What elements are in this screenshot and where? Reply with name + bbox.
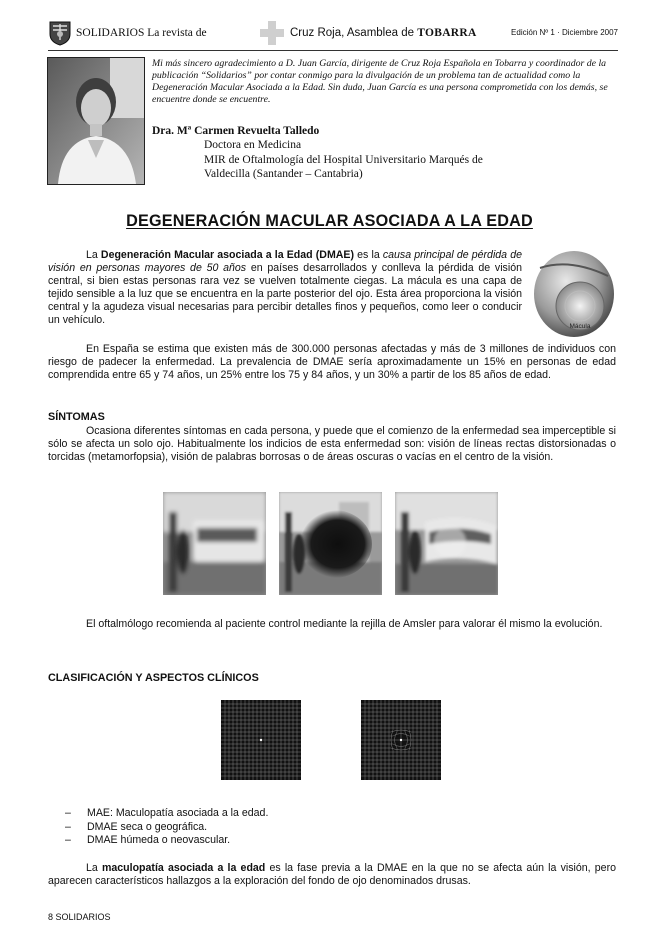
paragraph-intro: La Degeneración Macular asociada a la Edad (DMAE) es la causa principal de pérdida de visión en personas mayores de 50 años en países desarrollados y conlleva la pérdida de visión central, si bien estas personas rara vez se vuelven totalmente ciegas. La mácula es una capa de tejido sensible a la luz que se encuentra en la parte posterior del ojo. Esta área proporciona la visión central y la agudeza visual necesarias para percibir detalles finos y pequeños, como leer o conducir un vehículo. — [48, 249, 522, 326]
vision-photo-central-scotoma — [279, 492, 382, 595]
list-item: – DMAE húmeda o neovascular. — [65, 834, 268, 848]
edition-info: Edición Nº 1 · Diciembre 2007 — [511, 28, 618, 37]
paragraph-sintomas: Ocasiona diferentes síntomas en cada persona, y puede que el comienzo de la enfermedad sea imperceptible si sólo se afecta un solo ojo. Habitualmente los indicios de esta enfermedad son: visión de líneas rectas distorsionadas o torcidas (metamorfopsia), visión de palabras borrosas o de áreas oscuras o vacías en el centro de la visión. — [48, 425, 616, 463]
vision-photo-distorted — [395, 492, 498, 595]
amsler-grid-normal — [221, 700, 301, 780]
author-position: MIR de Oftalmología del Hospital Universitario Marqués de — [204, 153, 483, 166]
page-footer: 8 SOLIDARIOS — [48, 912, 111, 922]
vision-photo-blurred — [163, 492, 266, 595]
author-name: Dra. Mª Carmen Revuelta Talledo — [152, 125, 320, 137]
author-block — [152, 124, 483, 182]
red-cross-icon — [258, 19, 286, 47]
page-header — [48, 18, 618, 50]
eye-diagram — [530, 248, 616, 340]
list-item: – MAE: Maculopatía asociada a la edad. — [65, 807, 268, 821]
organization-name: Cruz Roja, Asamblea de TOBARRA — [290, 27, 477, 39]
header-rule — [48, 50, 618, 51]
acknowledgement-text: Mi más sincero agradecimiento a D. Juan García, dirigente de Cruz Roja Española en Tobarra y coordinador de la publicación “Solidarios” por contar conmigo para la divulgación de un problema tan de actualidad como la Degeneración Macular Asociada a la Edad. Sin duda, Juan García es una persona comprometida con los demás, se encuentre donde se encuentre. — [152, 58, 608, 105]
paragraph-prevalence: En España se estima que existen más de 300.000 personas afectadas y más de 3 millones de individuos con riesgo de padecer la enfermedad. La prevalencia de DMAE sería aproximadamente un 15% en personas de edad comprendida entre 65 y 74 años, un 25% entre los 75 y 84 años, y un 30% a partir de los 85 años de edad. — [48, 343, 616, 381]
section-heading-clasificacion: CLASIFICACIÓN Y ASPECTOS CLÍNICOS — [48, 672, 259, 684]
paragraph-amsler: El oftalmólogo recomienda al paciente control mediante la rejilla de Amsler para valorar él mismo la evolución. — [86, 618, 603, 630]
amsler-grid-distorted — [361, 700, 441, 780]
author-hospital: Valdecilla (Santander – Cantabria) — [204, 168, 363, 181]
article-title: DEGENERACIÓN MACULAR ASOCIADA A LA EDAD — [126, 212, 533, 230]
classification-list — [65, 807, 268, 848]
macula-label: Mácula — [569, 323, 591, 330]
author-photo — [47, 57, 145, 185]
section-heading-sintomas: SÍNTOMAS — [48, 411, 105, 423]
magazine-title: SOLIDARIOS La revista de — [76, 27, 207, 39]
list-item: – DMAE seca o geográfica. — [65, 821, 268, 835]
author-degree: Doctora en Medicina — [204, 139, 302, 152]
town-shield-logo — [48, 20, 72, 46]
paragraph-maculopatia: La maculopatía asociada a la edad es la fase previa a la DMAE en la que no se afecta aún la visión, pero aparecen característicos hallazgos a la exploración del fondo de ojo denominados drusas. — [48, 862, 616, 887]
